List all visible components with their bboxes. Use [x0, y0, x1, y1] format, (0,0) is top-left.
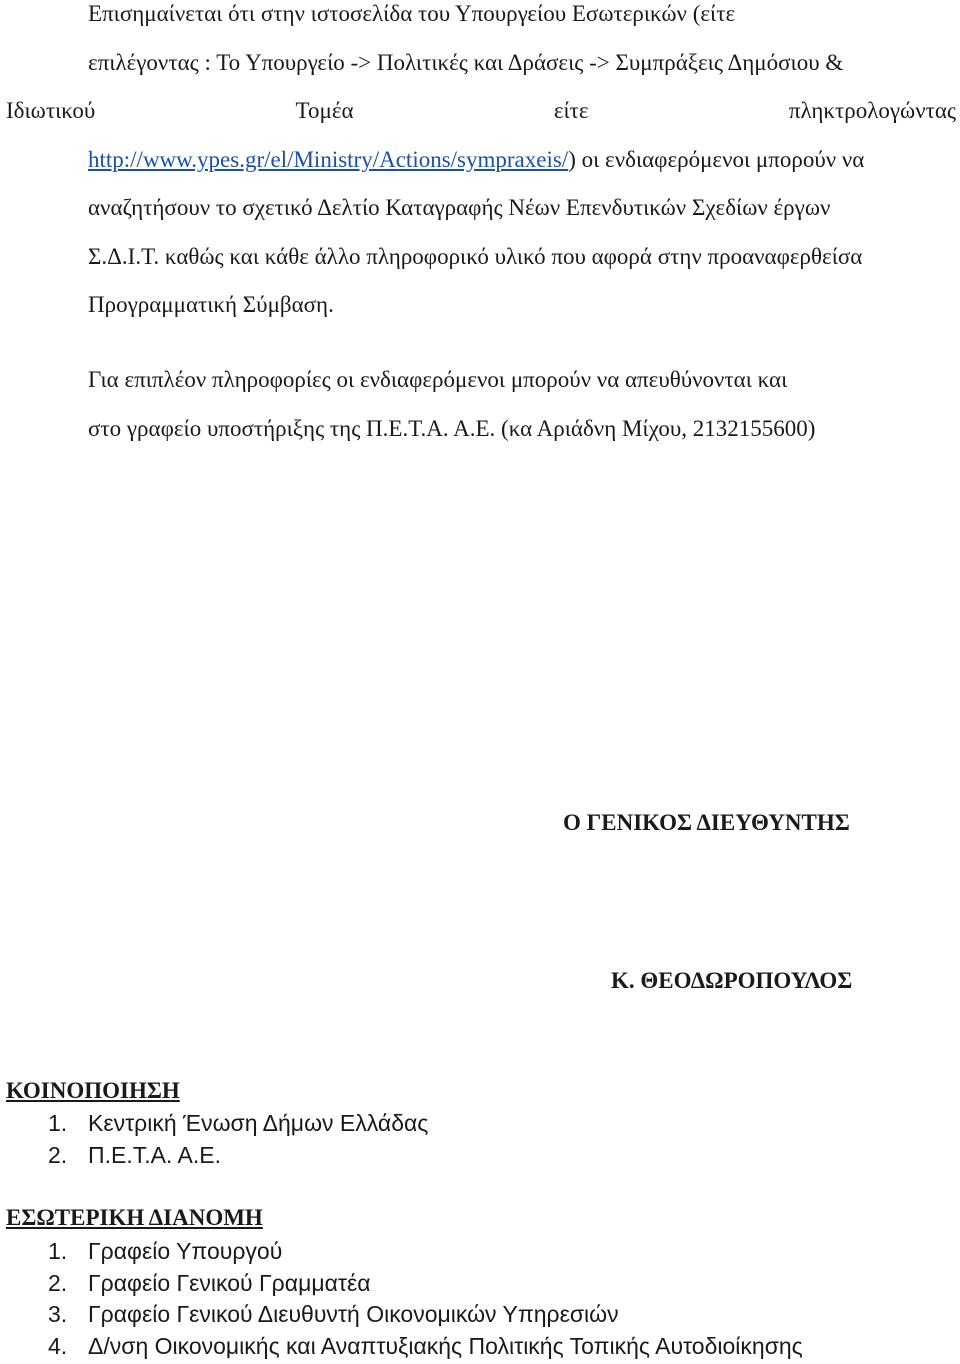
- signature-title: Ο ΓΕΝΙΚΟΣ ΔΙΕΥΘΥΝΤΗΣ: [563, 810, 850, 835]
- list-item-number: 1.: [48, 1238, 68, 1264]
- list-item: [48, 1299, 803, 1331]
- cc-list: [48, 1108, 428, 1171]
- cc-heading: ΚΟΙΝΟΠΟΙΗΣΗ: [6, 1078, 180, 1103]
- paragraph1-after-link: ) οι ενδιαφερόμενοι μπορούν να: [568, 146, 865, 172]
- paragraph2-line1: Για επιπλέον πληροφορίες οι ενδιαφερόμενοι μπορούν να απευθύνονται και: [88, 367, 788, 392]
- paragraph1-line5: αναζητήσουν το σχετικό Δελτίο Καταγραφής Νέων Επενδυτικών Σχεδίων έργων: [88, 195, 831, 220]
- paragraph1-line3-word2: Τομέα: [295, 98, 354, 123]
- paragraph1-line7: Προγραμματική Σύμβαση.: [88, 292, 334, 317]
- list-item-number: 3.: [48, 1301, 68, 1328]
- paragraph1-line4: [6, 136, 956, 185]
- paragraph1-line3-word1: Ιδιωτικού: [6, 98, 96, 123]
- list-item: [48, 1268, 803, 1300]
- paragraph1-line2: επιλέγοντας : Το Υπουργείο -> Πολιτικές και Δράσεις -> Συμπράξεις Δημόσιου &: [88, 49, 844, 75]
- list-item-text: Δ/νση Οικονομικής και Αναπτυξιακής Πολιτικής Τοπικής Αυτοδιοίκησης: [88, 1332, 803, 1359]
- list-item-number: 2.: [48, 1269, 68, 1296]
- ministry-website-link[interactable]: http://www.ypes.gr/el/Ministry/Actions/sympraxeis/: [88, 146, 569, 172]
- list-item-text: Γραφείο Γενικού Διευθυντή Οικονομικών Υπηρεσιών: [88, 1301, 619, 1328]
- paragraph1-line1: Επισημαίνεται ότι στην ιστοσελίδα του Υπουργείου Εσωτερικών (είτε: [88, 1, 736, 26]
- list-item-text: Κεντρική Ένωση Δήμων Ελλάδας: [88, 1110, 429, 1136]
- list-item: [48, 1236, 803, 1268]
- paragraph1-line6: Σ.Δ.Ι.Τ. καθώς και κάθε άλλο πληροφορικό υλικό που αφορά στην προαναφερθείσα: [88, 243, 863, 269]
- list-item-text: Γραφείο Υπουργού: [88, 1238, 283, 1264]
- paragraph1-line3-word3: είτε: [553, 98, 589, 123]
- paragraph-website-notice: [6, 0, 956, 330]
- paragraph2-line2: στο γραφείο υποστήριξης της Π.Ε.Τ.Α. Α.Ε. (κα Αριάδνη Μίχου, 2132155600): [88, 415, 816, 441]
- paragraph1-line3: [6, 87, 956, 136]
- signature-name: Κ. ΘΕΟΔΩΡΟΠΟΥΛΟΣ: [611, 968, 853, 993]
- list-item: [48, 1140, 428, 1172]
- list-item-number: 4.: [48, 1332, 68, 1359]
- list-item-text: Π.Ε.Τ.Α. Α.Ε.: [88, 1141, 221, 1168]
- internal-distribution-heading: ΕΣΩΤΕΡΙΚΗ ΔΙΑΝΟΜΗ: [6, 1205, 263, 1230]
- paragraph1-line3-word4: πληκτρολογώντας: [788, 98, 956, 123]
- internal-distribution-list: [48, 1236, 803, 1362]
- list-item: [48, 1108, 428, 1140]
- list-item-number: 2.: [48, 1141, 68, 1168]
- list-item-number: 1.: [48, 1110, 68, 1136]
- paragraph-contact-info: [6, 356, 956, 453]
- list-item: [48, 1331, 803, 1363]
- list-item-text: Γραφείο Γενικού Γραμματέα: [88, 1269, 371, 1296]
